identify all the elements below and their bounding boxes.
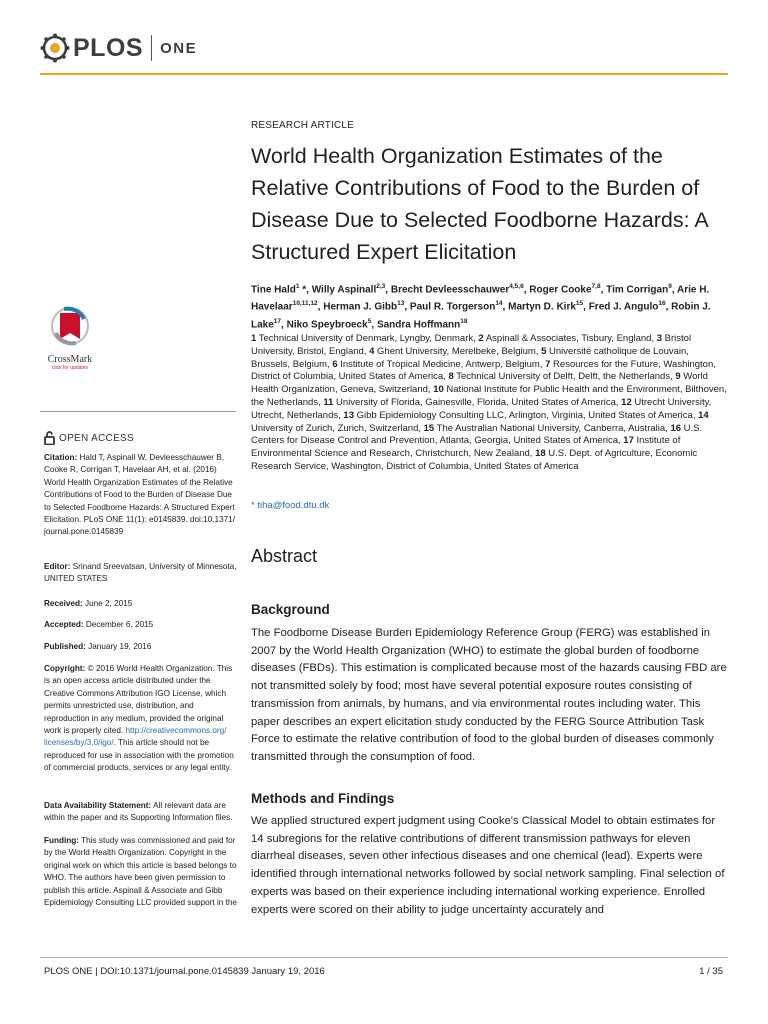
author-affiliation-ref: 7,8 <box>591 283 601 290</box>
background-heading: Background <box>251 602 330 617</box>
author-name: Sandra Hoffmann <box>376 318 461 330</box>
crossmark-sublabel: click for updates <box>51 365 89 371</box>
article-title: World Health Organization Estimates of the Relative Contributions of Food to the Burden of Disease Due to Selected Foodborne Hazards: A Structured Expert Elicitation <box>251 144 708 264</box>
page-number: 1 / 35 <box>699 966 723 977</box>
affiliation-text: Utrecht University, Utrecht, Netherlands, <box>251 396 712 421</box>
author-name: Tine Hald <box>251 284 296 296</box>
logo-divider <box>151 35 152 61</box>
published-date: January 19, 2016 <box>88 642 152 651</box>
funding-text: This study was commissioned and paid for by the World Health Organization. Copyright in the original work on which this article is based belongs to WHO. The authors have been given permission to publish this article. Aspinall & Associate and Gibb Epidemiology Consulting LLC provided support in the <box>44 836 237 908</box>
author-name: Willy Aspinall <box>311 284 377 296</box>
author-affiliation-ref: 5 <box>367 317 372 325</box>
affiliation-number: 17 <box>623 435 634 447</box>
license-link[interactable]: http://creativecommons.org/ licenses/by/3.0/igo/ <box>44 726 227 748</box>
copyright-label: Copyright: <box>44 664 86 673</box>
affiliation-text: U.S. Centers for Disease Control and Prevention, Atlanta, Georgia, United States of America, <box>251 422 703 447</box>
background-section <box>251 625 729 767</box>
author-name: Tim Corrigan <box>606 284 669 296</box>
affiliation-text: Gibb Epidemiology Consulting LLC, Arlington, Virginia, United States of America, <box>353 409 699 421</box>
author-name: Niko Speybroeck <box>286 318 368 330</box>
author-affiliation-ref: 18 <box>460 317 468 325</box>
affiliation-number: 3 <box>656 333 663 344</box>
affiliation-text: The Australian National University, Canberra, Australia, <box>434 422 671 434</box>
affiliation-text: U.S. Dept. of Agriculture, Economic Research Service, Washington, District of Columbia, United States of America <box>251 448 698 472</box>
received-date: June 2, 2015 <box>84 599 133 608</box>
author-affiliation-ref: 1 <box>295 283 300 290</box>
affiliation-text: University of Zurich, Zurich, Switzerland, <box>251 422 424 434</box>
logo-text: PLOS <box>73 33 144 62</box>
funding-label: Funding: <box>44 836 80 845</box>
background-text: The Foodborne Disease Burden Epidemiology Reference Group (FERG) was established in 2007 by the World Health Organization (WHO) to estimate the global burden of foodborne diseases (FBDs). This estimation is complicated because most of the hazards causing FBD are not transmitted solely by food; most have several potential exposure routes consisting of transmission from animals, by humans, and via environmental routes including water. This paper describes an expert elicitation study conducted by the FERG Source Attribution Task Force to estimate the relative contribution of food to the global burden of diseases commonly transmitted through the consumption of food. <box>251 627 727 763</box>
citation-label: Citation: <box>44 453 78 462</box>
data-availability-label: Data Availability Statement: <box>44 801 152 810</box>
crossmark-icon <box>50 305 90 347</box>
author-affiliation-ref: 9 <box>668 283 672 290</box>
open-access-label: OPEN ACCESS <box>59 432 134 444</box>
affiliation-list <box>251 333 729 474</box>
corresponding-marker: * <box>299 284 307 296</box>
published-block <box>44 641 239 653</box>
affiliation-number: 11 <box>323 396 334 408</box>
author-name: Roger Cooke <box>529 284 592 296</box>
editor-label: Editor: <box>44 562 71 571</box>
accepted-date: December 6, 2015 <box>85 620 154 629</box>
plos-logo-icon <box>40 33 70 63</box>
received-block <box>44 598 239 610</box>
affiliation-text: Bristol University, Bristol, England, <box>251 333 692 357</box>
author-affiliation-ref: 15 <box>575 300 584 308</box>
methods-text: We applied structured expert judgment using Cooke's Classical Model to obtain estimates for 14 subregions for the relative contributions of different transmission pathways for eleven diarrheal diseases, seven other infectious diseases and one chemical (lead). Experts were identified through international networks followed by social network sampling. Final selection of experts was based on their experience including international working experience. Enrolled experts were scored on their ability to judge uncertainty accurately and <box>251 815 725 916</box>
citation-text: Hald T, Aspinall W, Devleesschauwer B, Cooke R, Corrigan T, Havelaar AH, et al. (2016) World Health Organization Estimates of the Relative Contributions of Food to the Burden of Disease Due to Selected Foodborne Hazards: A Structured Expert Elicitation. PLoS ONE 11(1): e0145839. doi:10.1371/ journal.pone.0145839 <box>44 453 236 537</box>
left-column-rule <box>40 411 236 412</box>
affiliation-number: 9 <box>675 371 681 383</box>
affiliation-number: 13 <box>343 409 354 421</box>
author-list: Tine Hald$^1$ *, Willy Aspinall$^{2,3}$, Brecht Devleesschauwer$^{4,5,6}$, Roger Cooke$^{7,8}$, Tim Corrigan$^9$, Arie H. Havelaar$^{10,11,12}$, Herman J. Gibb$^{13}$, Paul R. Torgerson$^{14}$, Martyn D. Kirk$^{15}$, Fred J. Angulo$^{16}$, Robin J. Lake$^{17}$, Niko Speybroeck$^5$, Sandra Hoffmann$^{18}$ <box>251 283 711 330</box>
crossmark-label: CrossMark <box>47 354 93 365</box>
received-label: Received: <box>44 599 83 608</box>
header-rule <box>40 73 728 75</box>
funding-block <box>44 835 239 909</box>
affiliation-text: Ghent University, Merelbeke, Belgium, <box>374 345 542 357</box>
affiliation-number: 10 <box>433 384 444 396</box>
abstract-heading: Abstract <box>251 546 318 566</box>
affiliation-number: 12 <box>621 396 632 408</box>
affiliation-number: 8 <box>448 371 454 383</box>
footer-rule <box>40 957 728 958</box>
affiliation-text: Institute of Tropical Medicine, Antwerp, Belgium, <box>337 358 546 370</box>
plos-one-logo[interactable] <box>40 32 197 64</box>
author-affiliation-ref: 4,5,6 <box>509 283 524 290</box>
affiliation-number: 6 <box>332 358 338 370</box>
author-affiliation-ref: 10,11,12 <box>292 300 318 308</box>
copyright-text: © 2016 World Health Organization. This is an open access article distributed under the Creative Commons Attribution IGO License, which permits unrestricted use, distribution, and reproduction in any medium, provided the original work is properly cited. <box>44 664 233 736</box>
author-name: Robin J. Lake <box>251 301 711 330</box>
citation-block <box>44 452 239 539</box>
affiliation-number: 2 <box>478 333 484 344</box>
author-name: Martyn D. Kirk <box>508 301 576 313</box>
author-affiliation-ref: 16 <box>658 300 666 308</box>
editor-text: Srinand Sreevatsan, University of Minnesota, UNITED STATES <box>44 562 237 584</box>
author-name: Arie H. Havelaar <box>251 284 710 313</box>
open-access-badge <box>44 431 134 445</box>
affiliation-text: Resources for the Future, Washington, District of Columbia, United States of America, <box>251 358 716 383</box>
affiliation-number: 15 <box>423 422 435 434</box>
affiliation-number: 18 <box>535 448 546 460</box>
affiliation-text: Aspinall & Associates, Tisbury, England, <box>483 333 657 344</box>
footer-citation: PLOS ONE | DOI:10.1371/journal.pone.0145839 January 19, 2016 <box>44 966 325 977</box>
author-affiliation-ref: 13 <box>397 300 405 308</box>
article-type: RESEARCH ARTICLE <box>251 120 355 131</box>
author-name: Fred J. Angulo <box>588 301 659 313</box>
author-affiliation-ref: 2,3 <box>376 283 386 290</box>
author-name: Herman J. Gibb <box>323 301 398 313</box>
crossmark-badge[interactable] <box>44 305 96 371</box>
corresponding-email[interactable]: * tiha@food.dtu.dk <box>251 500 330 511</box>
affiliation-number: 4 <box>369 345 375 357</box>
author-affiliation-ref: 14 <box>495 300 503 308</box>
author-affiliation-ref: 17 <box>273 317 282 325</box>
affiliation-number: 14 <box>698 409 709 421</box>
published-label: Published: <box>44 642 86 651</box>
editor-block <box>44 561 239 586</box>
data-availability-text: All relevant data are within the paper and its Supporting Information files. <box>44 801 233 823</box>
methods-heading: Methods and Findings <box>251 791 395 806</box>
affiliation-text: University of Florida, Gainesville, Florida, United States of America, <box>333 396 622 408</box>
affiliation-text: Institute of Environmental Science and Research, Christchurch, New Zealand, <box>251 435 681 460</box>
accepted-block <box>44 619 239 631</box>
affiliation-text: World Health Organization, Geneva, Switzerland, <box>251 371 708 396</box>
open-lock-icon <box>44 431 55 445</box>
accepted-label: Accepted: <box>44 620 84 629</box>
copyright-block <box>44 663 239 775</box>
copyright-tail: . This article should not be reproduced for use in association with the promotion of commercial products, services or any legal entity. <box>44 738 234 773</box>
author-name: Brecht Devleesschauwer <box>390 284 510 296</box>
affiliation-text: Technical University of Delft, Delft, the Netherlands, <box>453 371 676 383</box>
affiliation-text: National Institute for Public Health and the Environment, Bilthoven, the Netherlands, <box>251 384 727 408</box>
affiliation-text: Université catholique de Louvain, Brussels, Belgium, <box>251 345 689 370</box>
data-availability-block <box>44 800 239 825</box>
affiliation-text: Technical University of Denmark, Lyngby, Denmark, <box>256 333 479 344</box>
logo-subtext: ONE <box>160 39 198 57</box>
author-name: Paul R. Torgerson <box>409 301 496 313</box>
methods-section <box>251 813 729 919</box>
affiliation-number: 7 <box>545 358 551 370</box>
affiliation-number: 1 <box>251 333 257 344</box>
affiliation-number: 16 <box>670 422 682 434</box>
affiliation-number: 5 <box>541 345 547 357</box>
